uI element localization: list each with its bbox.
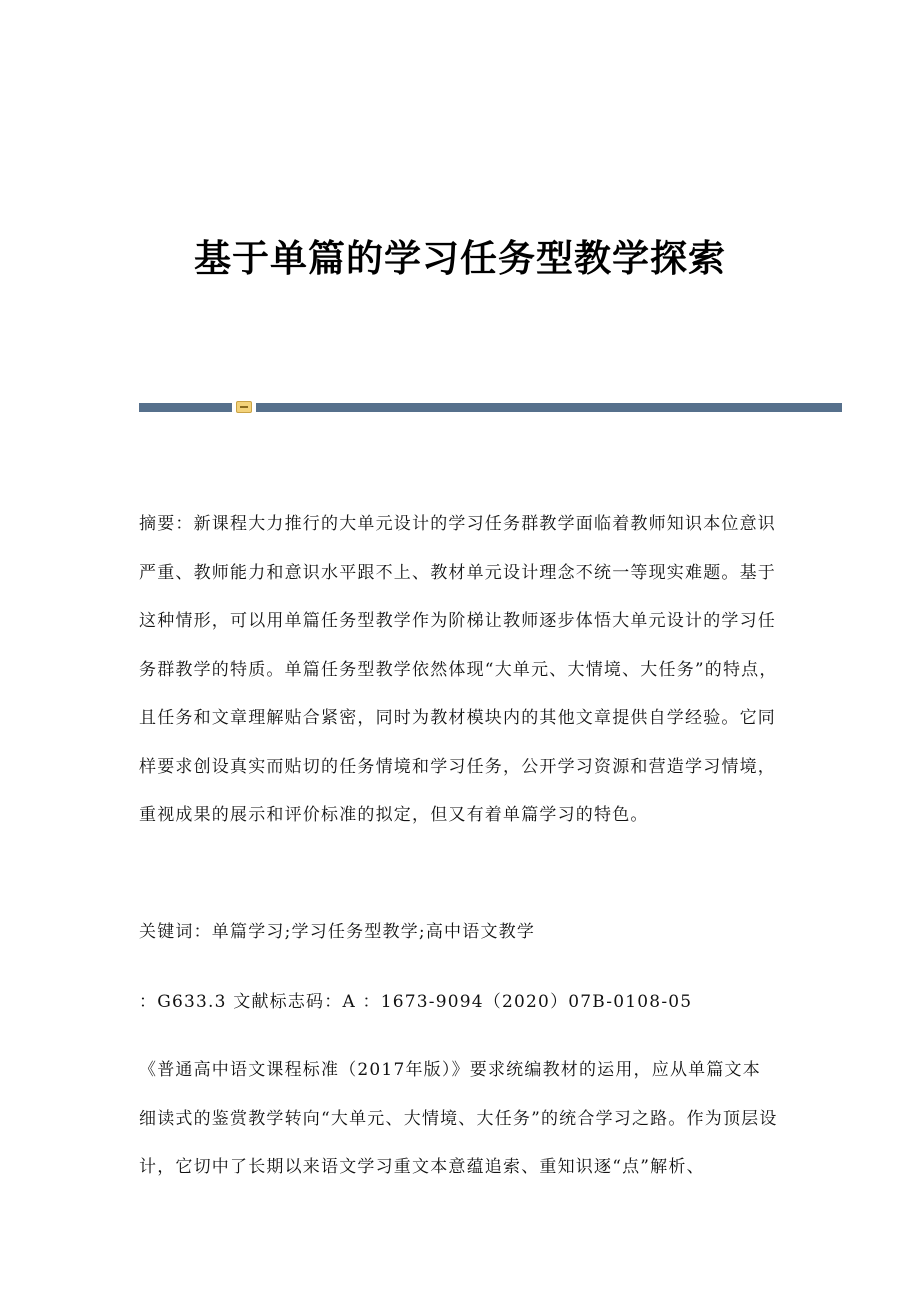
divider-bar-left [139,403,232,412]
classification-line: ：G633.3 文献标志码：A ：1673-9094（2020）07B-0108-05 [139,992,693,1012]
abstract-paragraph: 摘要：新课程大力推行的大单元设计的学习任务群教学面临着教师知识本位意识严重、教师能力和意识水平跟不上、教材单元设计理念不统一等现实难题。基于这种情形，可以用单篇任务型教学作为阶梯让教师逐步体悟大单元设计的学习任务群教学的特质。单篇任务型教学依然体现“大单元、大情境、大任务”的特点，且任务和文章理解贴合紧密，同时为教材模块内的其他文章提供自学经验。它同样要求创设真实而贴切的任务情境和学习任务，公开学习资源和营造学习情境，重视成果的展示和评价标准的拟定，但又有着单篇学习的特色。 [139,514,778,825]
document-title: 基于单篇的学习任务型教学探索 [194,237,726,280]
body-paragraph: 《普通高中语文课程标准（2017年版）》要求统编教材的运用，应从单篇文本细读式的鉴赏教学转向“大单元、大情境、大任务”的统合学习之路。作为顶层设计，它切中了长期以来语文学习重文本意蕴追索、重知识逐“点”解析、 [139,1060,778,1177]
divider-ornament-icon [236,401,252,413]
divider-bar-right [256,403,842,412]
keywords-line: 关键词：单篇学习;学习任务型教学;高中语文教学 [139,922,536,942]
title-divider [139,403,842,412]
